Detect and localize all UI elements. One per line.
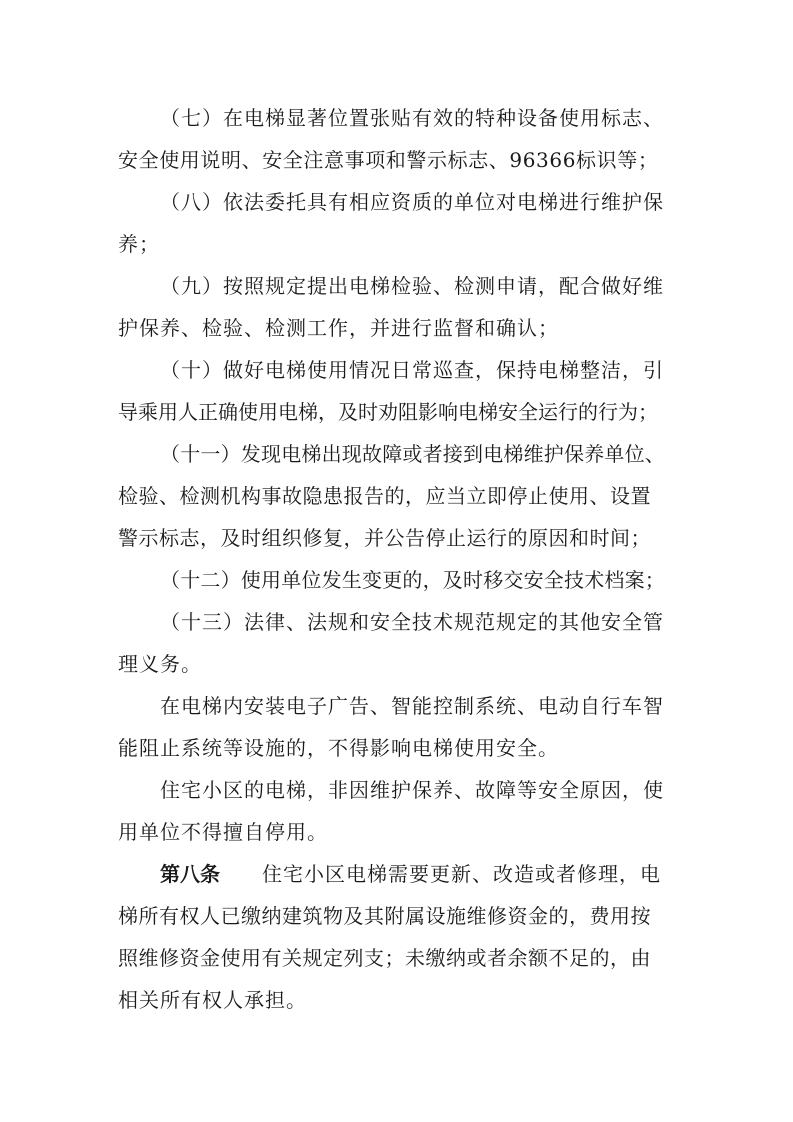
article-8-label: 第八条: [160, 862, 220, 886]
paragraph-residential-line-2: 用单位不得擅自停用。: [118, 820, 328, 844]
article-8-line-1: [0, 854, 793, 894]
item-13-line-2: 理义务。: [118, 652, 202, 676]
item-11-line-1: （十一）发现电梯出现故障或者接到电梯维护保养单位、: [160, 442, 665, 466]
item-7-line-1: （七）在电梯显著位置张贴有效的特种设备使用标志、: [160, 106, 664, 130]
item-8-line-2: 养；: [118, 232, 160, 256]
item-12-line-1: （十二）使用单位发生变更的，及时移交安全技术档案；: [160, 568, 665, 592]
paragraph-residential-line-1: 住宅小区的电梯，非因维护保养、故障等安全原因，使: [160, 778, 664, 802]
article-8-line-4: 相关所有权人承担。: [118, 988, 307, 1012]
article-8-text: 住宅小区电梯需要更新、改造或者修理，电: [262, 862, 661, 886]
paragraph-ad-line-2: 能阻止系统等设施的，不得影响电梯使用安全。: [118, 736, 559, 760]
item-11-line-3: 警示标志，及时组织修复，并公告停止运行的原因和时间；: [118, 526, 651, 550]
item-10-line-2: 导乘用人正确使用电梯，及时劝阻影响电梯安全运行的行为；: [118, 400, 658, 424]
item-7-line-2: 安全使用说明、安全注意事项和警示标志、96366标识等；: [118, 148, 659, 172]
article-8-line-2: 梯所有权人已缴纳建筑物及其附属设施维修资金的，费用按: [118, 904, 651, 928]
item-13-line-1: （十三）法律、法规和安全技术规范规定的其他安全管: [160, 610, 664, 634]
item-10-line-1: （十）做好电梯使用情况日常巡查，保持电梯整洁，引: [160, 358, 664, 382]
item-9-line-2: 护保养、检验、检测工作，并进行监督和确认；: [118, 316, 559, 340]
item-9-line-1: （九）按照规定提出电梯检验、检测申请，配合做好维: [160, 274, 664, 298]
article-8-line-3: 照维修资金使用有关规定列支；未缴纳或者余额不足的，由: [118, 946, 651, 970]
paragraph-ad-line-1: 在电梯内安装电子广告、智能控制系统、电动自行车智: [160, 694, 664, 718]
item-8-line-1: （八）依法委托具有相应资质的单位对电梯进行维护保: [160, 190, 664, 214]
item-11-line-2: 检验、检测机构事故隐患报告的，应当立即停止使用、设置: [118, 484, 651, 508]
